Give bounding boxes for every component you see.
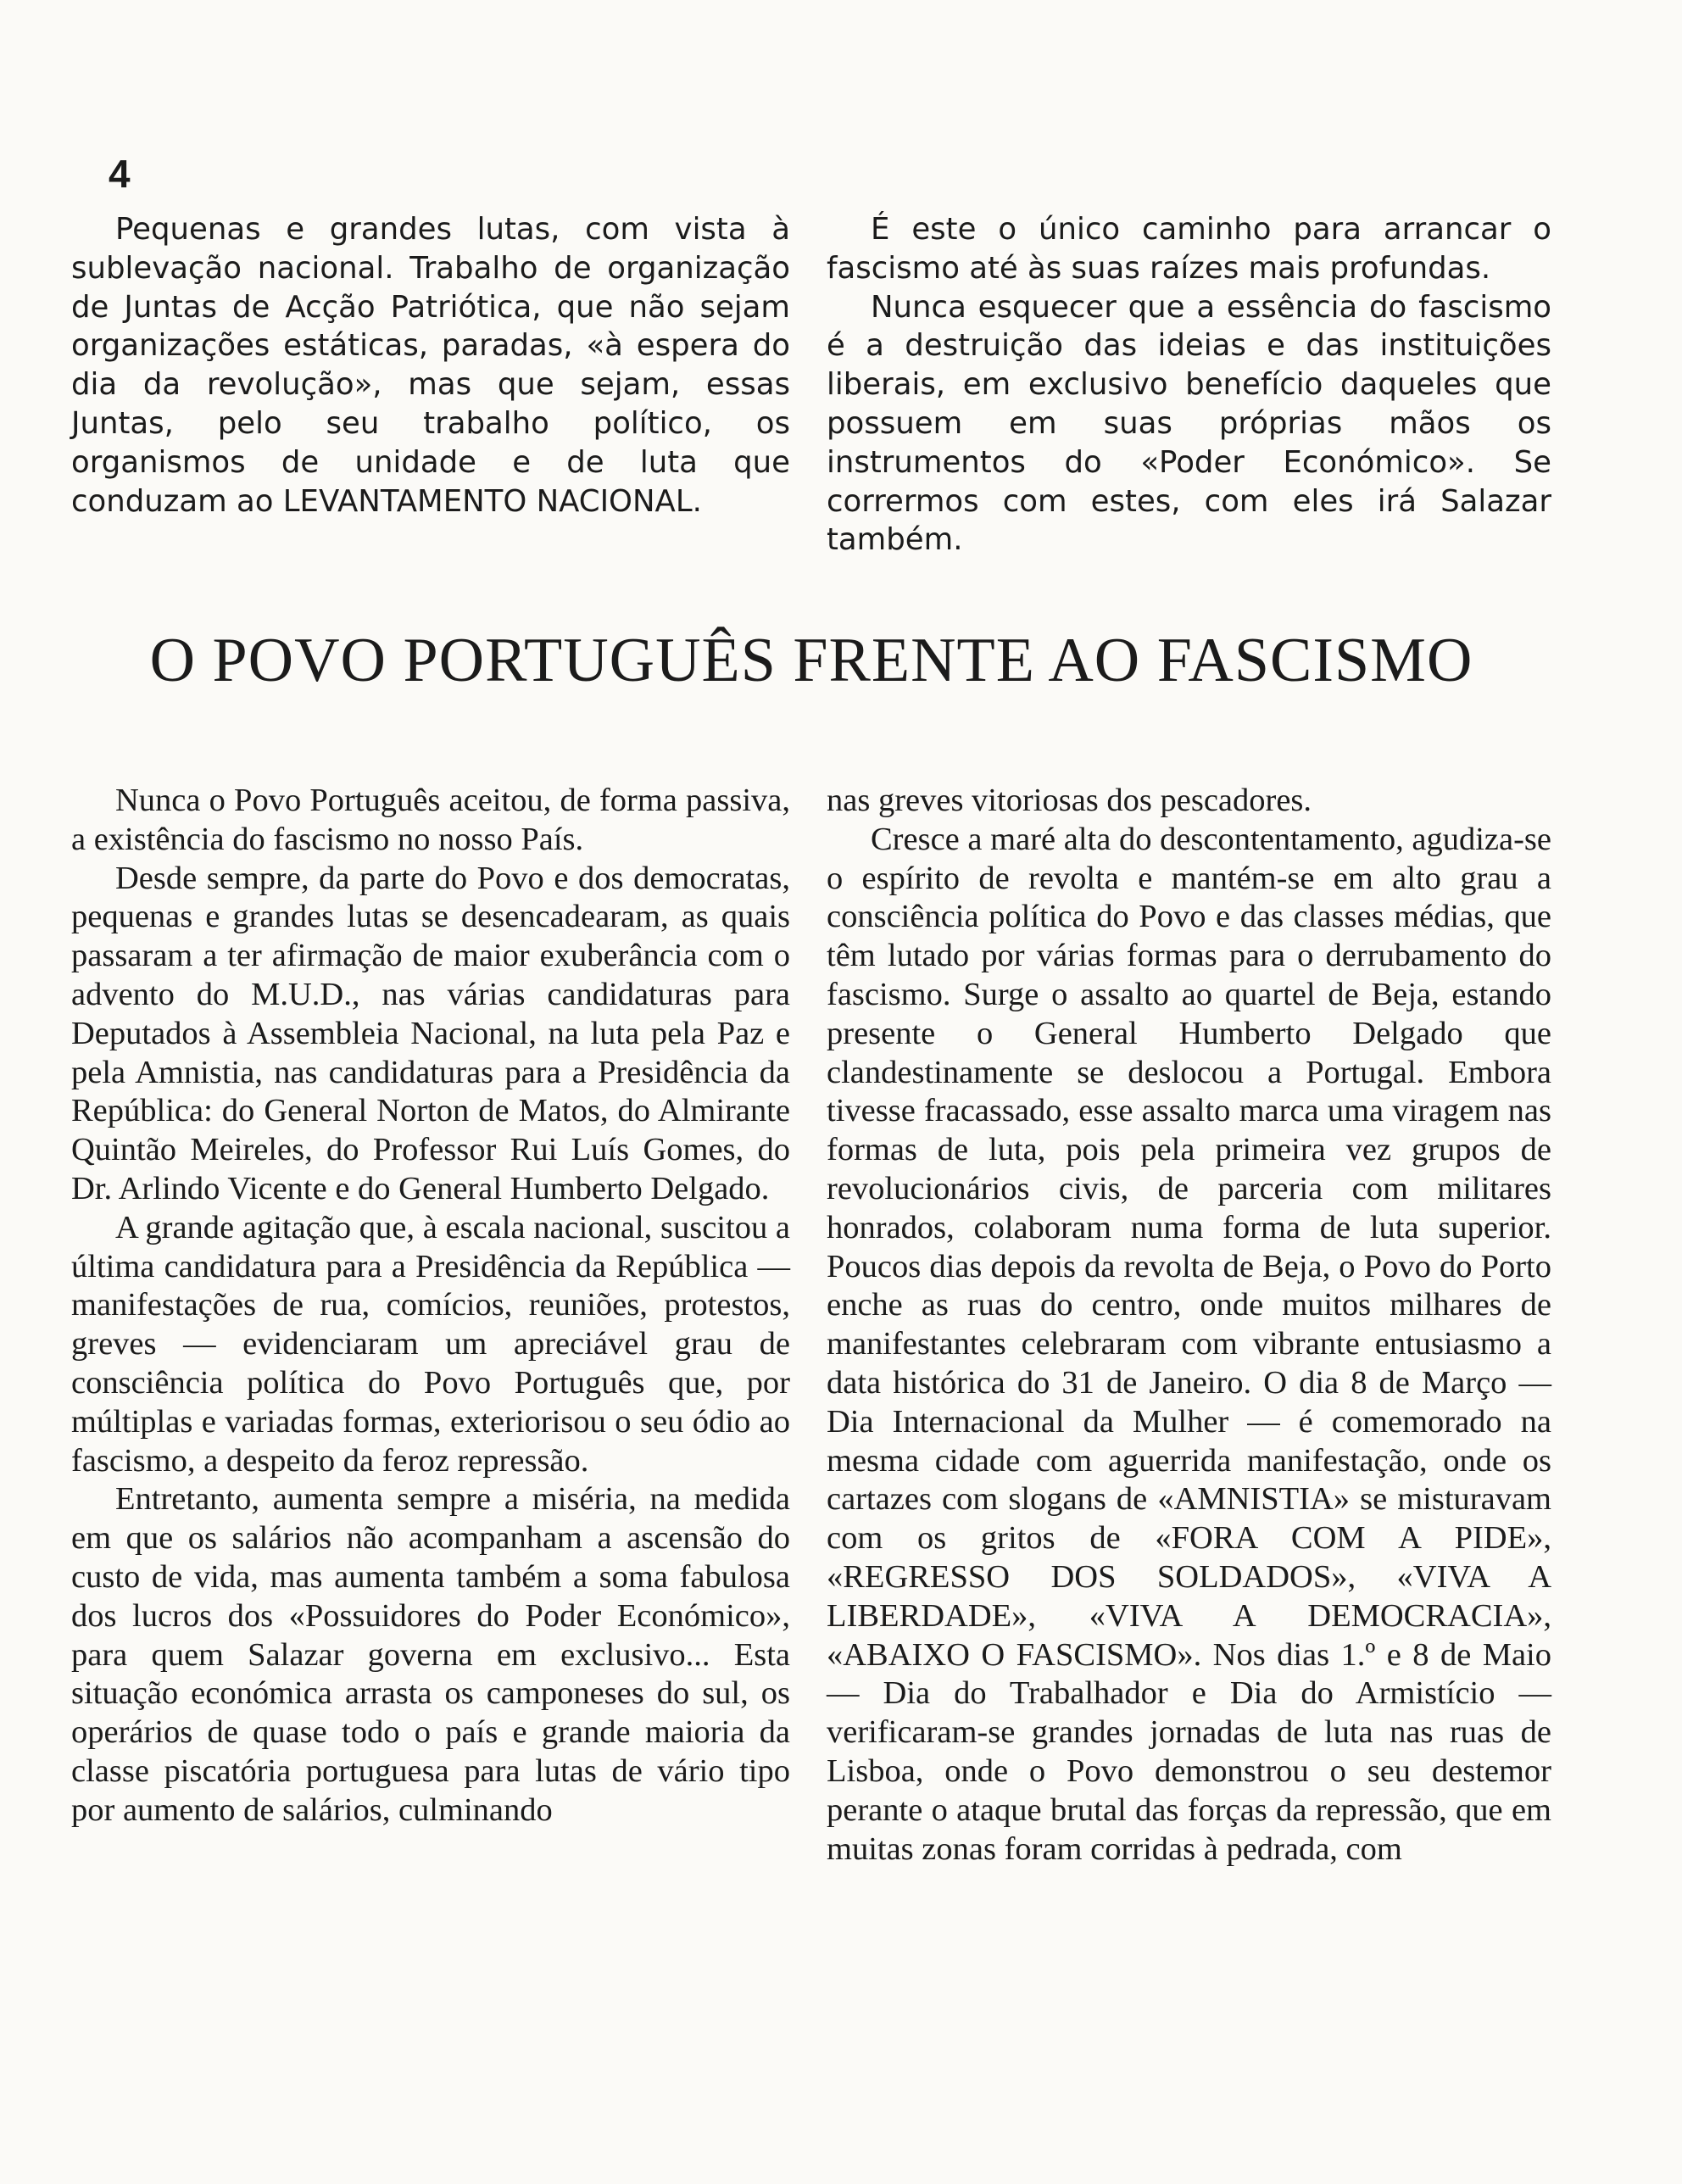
article-paragraph-1: Nunca o Povo Português aceitou, de forma passiva, a existência do fascismo no nosso País. — [71, 783, 790, 857]
article-paragraph-4: Entretanto, aumenta sempre a miséria, na medida em que os salários não acompanham a ascensão do custo de vida, mas aumenta também a soma fabulosa dos lucros dos «Possuidores do Poder Económico», para quem Salazar governa em exclusivo... Esta situação económica arrasta os camponeses do sul, os operários de quase todo o país e grande maioria da classe piscatória portuguesa para lutas de vário tipo por aumento de salários, culminando — [71, 1481, 790, 1828]
intro-left-paragraph-1: Pequenas e grandes lutas, com vista à sublevação nacional. Trabalho de organização de Juntas de Acção Patriótica, que não sejam organizações estáticas, paradas, «à espera do dia da revolução», mas que sejam, essas Juntas, pelo seu trabalho político, os organismos de unidade e de luta que conduzam ao LEVANTAMENTO NACIONAL. — [71, 212, 790, 519]
intro-right-paragraph-2: Nunca esquecer que a essência do fascismo é a destruição das ideias e das instituições liberais, em exclusivo benefício daqueles que possuem em suas próprias mãos os instrumentos do «Poder Económico». Se corrermos com estes, com eles irá Salazar também. — [827, 289, 1551, 558]
article-paragraph-5: Cresce a maré alta do descontentamento, agudiza-se o espírito de revolta e mantém-se em alto grau a consciência política do Povo e das classes médias, que têm lutado por várias formas para o derrubamento do fascismo. Surge o assalto ao quartel de Beja, estando presente o General Humberto Delgado que clandestinamente se deslocou a Portugal. Embora tivesse fracassado, esse assalto marca uma viragem nas formas de luta, pois pela primeira vez grupos de revolucionários civis, de parceria com militares honrados, colaboram numa forma de luta superior. Poucos dias depois da revolta de Beja, o Povo do Porto enche as ruas do centro, onde muitos milhares de manifestantes celebraram com vibrante entusiasmo a data histórica do 31 de Janeiro. O dia 8 de Março — Dia Internacional da Mulher — é comemorado na mesma cidade com aguerrida manifestação, onde os cartazes com slogans de «AMNISTIA» se misturavam com os gritos de «FORA COM A PIDE», «REGRESSO DOS SOLDADOS», «VIVA A LIBERDADE», «VIVA A DEMOCRACIA», «ABAIXO O FASCISMO». Nos dias 1.º e 8 de Maio — Dia do Trabalhador e Dia do Armistício — verificaram-se grandes jornadas de luta nas ruas de Lisboa, onde o Povo demonstrou o seu destemor perante o ataque brutal das forças da repressão, que em muitas zonas foram corridas à pedrada, com — [827, 821, 1551, 1867]
intro-right-paragraph-1: É este o único caminho para arrancar o fascismo até às suas raízes mais profundas. — [827, 212, 1551, 286]
article-paragraph-2: Desde sempre, da parte do Povo e dos democratas, pequenas e grandes lutas se desencadearam, as quais passaram a ter afirmação de maior exuberância com o advento do M.U.D., nas várias candidaturas para Deputados à Assembleia Nacional, na luta pela Paz e pela Amnistia, nas candidaturas para a Presidência da República: do General Norton de Matos, do Almirante Quintão Meireles, do Professor Rui Luís Gomes, do Dr. Arlindo Vicente e do General Humberto Delgado. — [71, 860, 790, 1206]
article-headline: O POVO PORTUGUÊS FRENTE AO FASCISMO — [149, 626, 1473, 695]
intro-left-column — [71, 210, 790, 521]
article-right-column — [827, 782, 1551, 1869]
article-left-column — [71, 782, 790, 1830]
page-number: 4 — [109, 152, 131, 196]
article-paragraph-3: A grande agitação que, à escala nacional, suscitou a última candidatura para a Presidência da República — manifestações de rua, comícios, reuniões, protestos, greves — evidenciaram um apreciável grau de consciência política do Povo Português que, por múltiplas e variadas formas, exteriorisou o seu ódio ao fascismo, a despeito da feroz repressão. — [71, 1209, 790, 1479]
intro-right-column — [827, 210, 1551, 560]
article-paragraph-4-continuation: nas greves vitoriosas dos pescadores. — [827, 783, 1312, 818]
